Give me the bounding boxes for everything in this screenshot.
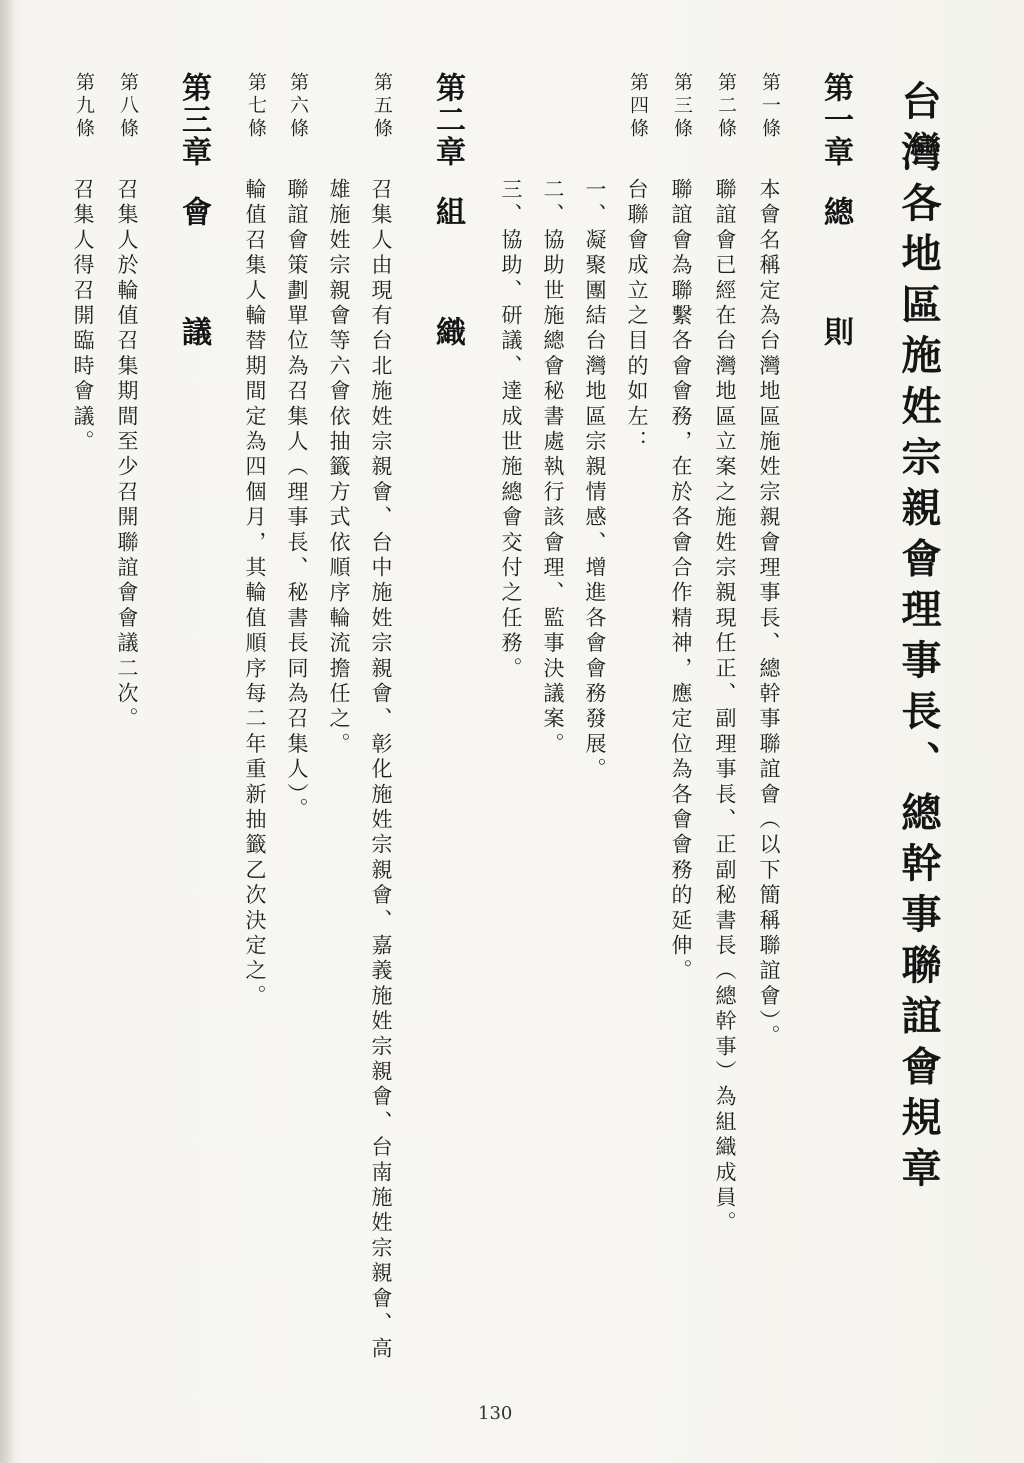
article-3-label: 第三條	[671, 72, 693, 141]
article-9-label: 第九條	[73, 72, 95, 141]
article-4-item-2: 二、協助世施總會秘書處執行該會理、監事決議案。	[541, 178, 565, 758]
article-6-text: 聯誼會策劃單位為召集人（理事長、秘書長同為召集人）。	[285, 178, 309, 823]
article-4-item-3: 三、協助、研議、達成世施總會交付之任務。	[499, 178, 523, 682]
article-8-label: 第八條	[117, 72, 139, 141]
article-7-text: 輪值召集人輪替期間定為四個月，其輪值順序每二年重新抽籤乙次決定之。	[243, 178, 267, 1010]
article-4-label: 第四條	[627, 72, 649, 141]
article-2-text: 聯誼會已經在台灣地區立案之施姓宗親現任正、副理事長、正副秘書長（總幹事）為組織成員。	[713, 178, 737, 1237]
chapter-1-name: 總 則	[818, 196, 853, 376]
chapter-2-name: 組 織	[430, 196, 465, 376]
article-1-text: 本會名稱定為台灣地區施姓宗親會理事長、總幹事聯誼會（以下簡稱聯誼會）。	[757, 178, 781, 1050]
article-3-text: 聯誼會為聯繫各會會務，在於各會合作精神，應定位為各會會務的延伸。	[669, 178, 693, 985]
article-9-text: 召集人得召開臨時會議。	[71, 178, 95, 456]
article-4-item-1: 一、凝聚團結台灣地區宗親情感、增進各會會務發展。	[583, 178, 607, 783]
article-8-text: 召集人於輪值召集期間至少召開聯誼會會議二次。	[115, 178, 139, 733]
chapter-3-number: 第三章	[176, 72, 211, 168]
chapter-1-number: 第一章	[818, 72, 853, 168]
chapter-3-name: 會 議	[176, 196, 211, 376]
article-5-text-line-1: 召集人由現有台北施姓宗親會、台中施姓宗親會、彰化施姓宗親會、嘉義施姓宗親會、台南施姓宗親會、高	[369, 178, 393, 1363]
article-5-label: 第五條	[371, 72, 393, 141]
document-title: 台灣各地區施姓宗親會理事長、總幹事聯誼會規章	[895, 80, 941, 1198]
article-1-label: 第一條	[759, 72, 781, 141]
article-2-label: 第二條	[715, 72, 737, 141]
article-4-intro: 台聯會成立之目的如左：	[625, 178, 649, 456]
page-number: 130	[478, 1403, 513, 1424]
article-6-label: 第六條	[287, 72, 309, 141]
article-5-text-line-2: 雄施姓宗親會等六會依抽籤方式依順序輪流擔任之。	[327, 178, 351, 758]
binding-shadow	[0, 0, 14, 1463]
article-7-label: 第七條	[245, 72, 267, 141]
chapter-2-number: 第二章	[430, 72, 465, 168]
